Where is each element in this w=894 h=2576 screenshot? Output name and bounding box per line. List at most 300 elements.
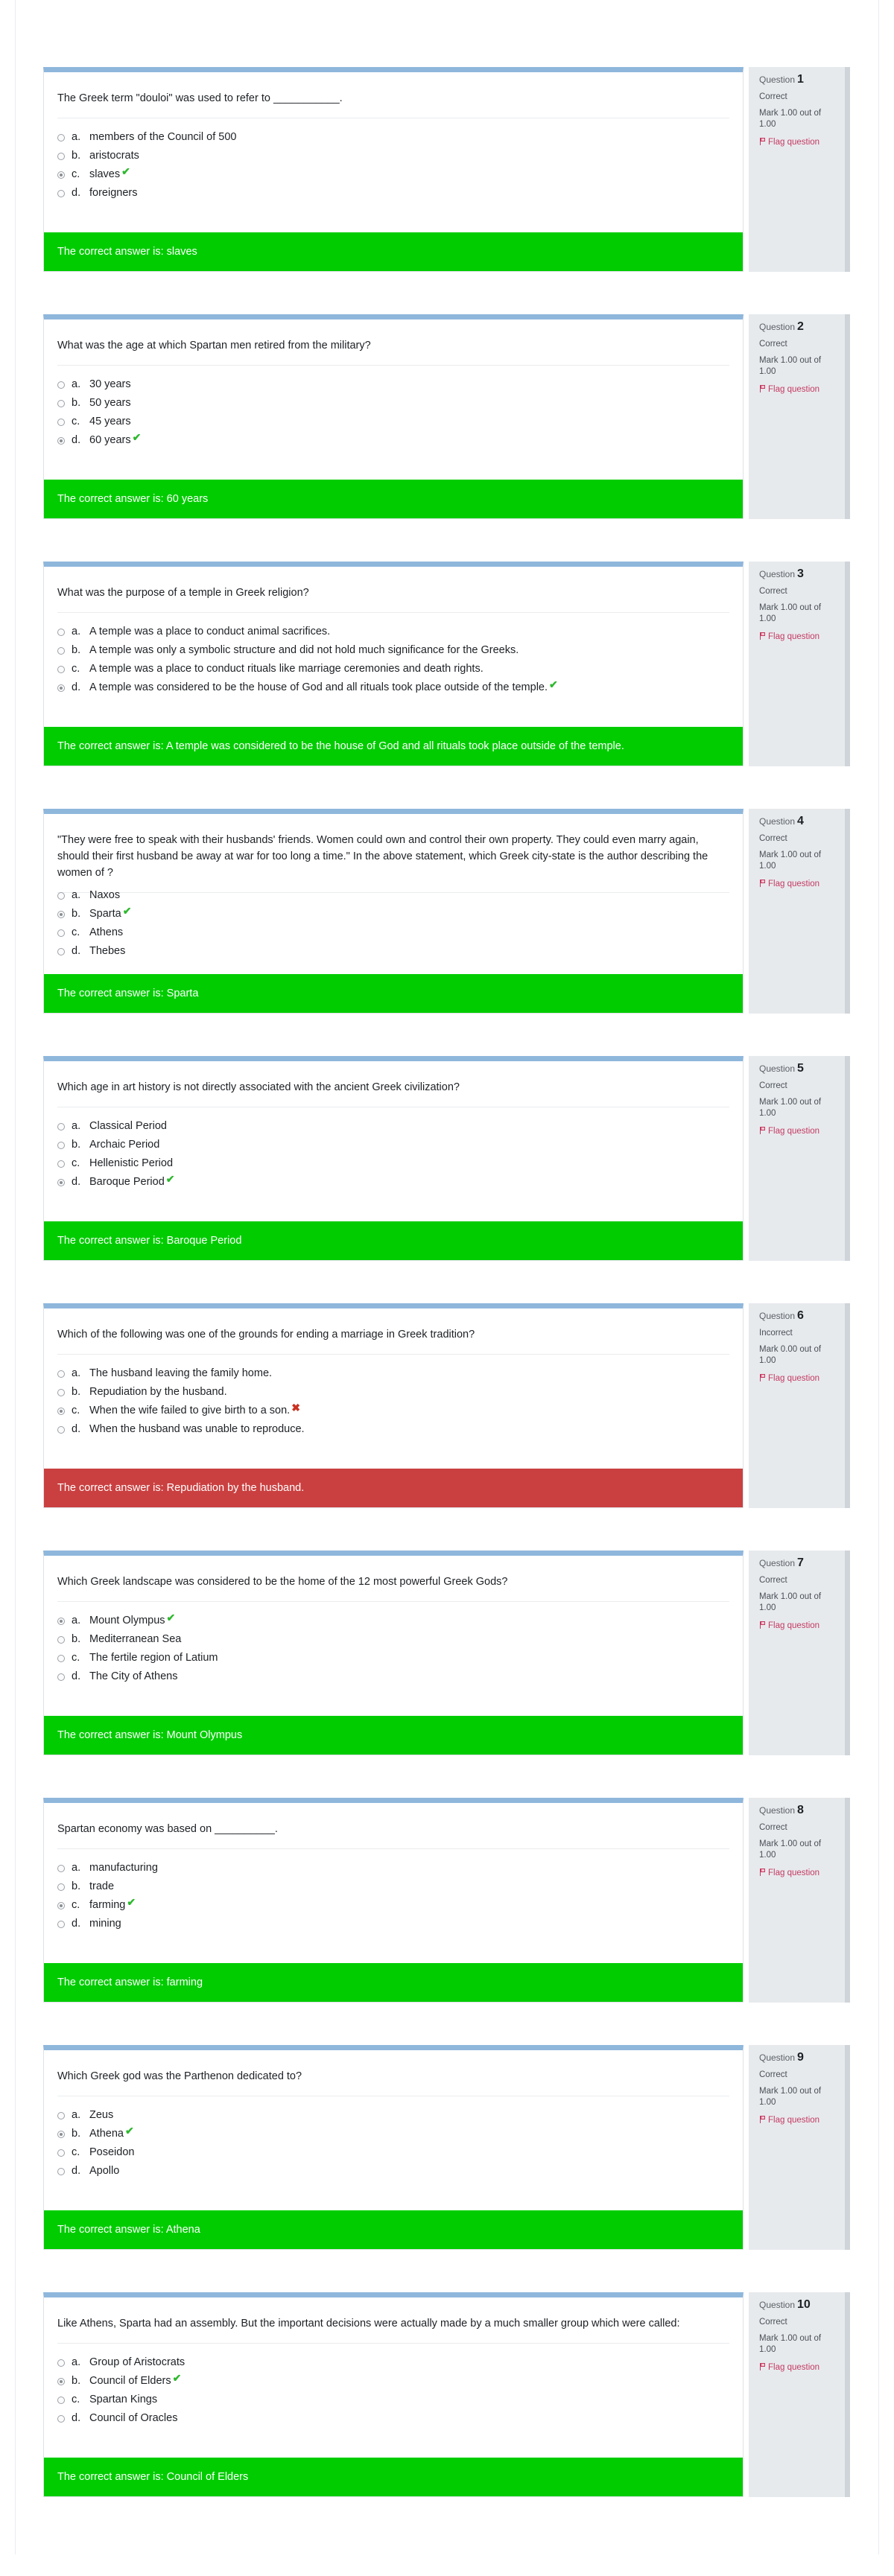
- answer-text: Group of Aristocrats: [89, 2356, 186, 2368]
- answer-text: Council of Oracles: [89, 2412, 178, 2424]
- question-state: Correct: [759, 340, 787, 349]
- answer-text: The City of Athens: [89, 1670, 178, 1682]
- question-state: Correct: [759, 2318, 787, 2327]
- answer-options: [57, 128, 729, 203]
- answer-letter: b.: [72, 2375, 81, 2387]
- question-state: Correct: [759, 587, 787, 596]
- question-number: [759, 567, 845, 581]
- question-content: [43, 562, 744, 766]
- flag-question-link[interactable]: [759, 2362, 845, 2372]
- question-grade: Mark 1.00 out of 1.00: [759, 850, 822, 871]
- answer-radio[interactable]: [57, 629, 65, 636]
- flag-question-label: Flag question: [768, 385, 820, 394]
- check-icon: ✔: [166, 1611, 176, 1623]
- question-grade: Mark 1.00 out of 1.00: [759, 1592, 822, 1612]
- check-icon: ✔: [165, 1172, 175, 1185]
- question-content: [43, 314, 744, 519]
- quiz-review-page: [15, 0, 879, 2554]
- question-info-panel: [749, 1056, 850, 1261]
- answer-letter: a.: [72, 1367, 81, 1379]
- question-label: Question: [759, 2300, 796, 2310]
- question-state: Correct: [759, 1823, 787, 1832]
- answer-option[interactable]: [57, 1915, 729, 1933]
- question-number: [759, 1309, 845, 1323]
- question-grade: Mark 1.00 out of 1.00: [759, 109, 822, 129]
- answer-option[interactable]: [57, 1896, 729, 1915]
- answer-text: Naxos: [89, 889, 121, 901]
- answer-letter: c.: [72, 1652, 80, 1664]
- answer-options: [57, 623, 729, 697]
- answer-radio[interactable]: [57, 1921, 65, 1928]
- question-text: What was the age at which Spartan men retired from the military?: [57, 337, 729, 361]
- flag-question-link[interactable]: [759, 1621, 845, 1630]
- flag-icon: [759, 1621, 766, 1629]
- question-label: Question: [759, 1805, 796, 1816]
- answer-text: When the wife failed to give birth to a son.: [89, 1405, 291, 1416]
- answer-option[interactable]: [57, 1402, 729, 1420]
- answer-text: Baroque Period: [89, 1176, 165, 1188]
- answer-option[interactable]: [57, 1136, 729, 1154]
- answer-letter: a.: [72, 1120, 81, 1132]
- question-block: [43, 2292, 855, 2497]
- question-text: Which Greek landscape was considered to be the home of the 12 most powerful Greek Gods?: [57, 1574, 729, 1597]
- question-block: [43, 1056, 855, 1261]
- question-grade: Mark 0.00 out of 1.00: [759, 1345, 822, 1365]
- answer-letter: c.: [72, 1899, 80, 1911]
- question-state: Correct: [759, 2070, 787, 2079]
- answer-option[interactable]: [57, 2409, 729, 2428]
- answer-letter: d.: [72, 945, 81, 957]
- answer-letter: b.: [72, 1386, 81, 1398]
- answer-text: Spartan Kings: [89, 2394, 158, 2405]
- question-content: [43, 1303, 744, 1508]
- answer-option[interactable]: [57, 128, 729, 147]
- question-text: Which age in art history is not directly associated with the ancient Greek civilization?: [57, 1079, 729, 1103]
- flag-icon: [759, 880, 766, 887]
- answer-option[interactable]: [57, 1364, 729, 1383]
- question-number-value: 1: [797, 73, 804, 86]
- correct-answer-feedback: The correct answer is: Repudiation by the husband.: [44, 1469, 743, 1507]
- answer-option[interactable]: [57, 1667, 729, 1686]
- flag-question-link[interactable]: [759, 879, 845, 888]
- flag-question-link[interactable]: [759, 137, 845, 147]
- answer-letter: b.: [72, 150, 81, 162]
- question-label: Question: [759, 1558, 796, 1568]
- answer-letter: b.: [72, 1633, 81, 1645]
- answer-radio[interactable]: [57, 1123, 65, 1130]
- answer-letter: a.: [72, 1862, 81, 1874]
- question-label: Question: [759, 816, 796, 827]
- answer-letter: a.: [72, 131, 81, 143]
- question-block: [43, 1551, 855, 1755]
- answer-radio[interactable]: [57, 911, 65, 918]
- question-state: Correct: [759, 1081, 787, 1090]
- answer-option[interactable]: [57, 1612, 729, 1630]
- answer-letter: d.: [72, 681, 81, 693]
- answer-text: Sparta: [89, 908, 121, 920]
- answer-text: 50 years: [89, 397, 131, 409]
- answer-text: Archaic Period: [89, 1139, 160, 1151]
- answer-letter: d.: [72, 1918, 81, 1930]
- answer-letter: c.: [72, 2394, 80, 2405]
- flag-question-link[interactable]: [759, 632, 845, 641]
- answer-letter: d.: [72, 1670, 81, 1682]
- answer-letter: d.: [72, 2412, 81, 2424]
- answer-option[interactable]: [57, 660, 729, 678]
- answer-option[interactable]: [57, 394, 729, 413]
- answer-options: [57, 1364, 729, 1439]
- question-info-panel: [749, 67, 850, 272]
- answer-letter: c.: [72, 926, 80, 938]
- answer-option[interactable]: [57, 905, 729, 923]
- answer-letter: b.: [72, 397, 81, 409]
- question-text: What was the purpose of a temple in Greek religion?: [57, 585, 729, 608]
- answer-option[interactable]: [57, 375, 729, 394]
- question-info-panel: [749, 2292, 850, 2497]
- question-content: [43, 67, 744, 272]
- answer-radio[interactable]: [57, 2378, 65, 2385]
- answer-option[interactable]: [57, 2125, 729, 2143]
- answer-radio[interactable]: [57, 171, 65, 179]
- answer-text: 60 years: [89, 434, 131, 446]
- answer-text: members of the Council of 500: [89, 131, 237, 143]
- flag-question-label: Flag question: [768, 632, 820, 641]
- answer-text: Athena: [89, 2128, 124, 2140]
- answer-option[interactable]: [57, 1420, 729, 1439]
- answer-radio[interactable]: [57, 437, 65, 445]
- question-state: Correct: [759, 1576, 787, 1585]
- flag-question-link[interactable]: [759, 2115, 845, 2125]
- answer-option[interactable]: [57, 1117, 729, 1136]
- correct-answer-feedback: The correct answer is: Council of Elders: [44, 2458, 743, 2496]
- answer-radio[interactable]: [57, 381, 65, 389]
- answer-radio[interactable]: [57, 419, 65, 426]
- answer-option[interactable]: [57, 623, 729, 641]
- answer-text: trade: [89, 1880, 115, 1892]
- check-icon: ✔: [124, 2124, 134, 2137]
- answer-options: [57, 886, 729, 961]
- answer-option[interactable]: [57, 678, 729, 697]
- answer-radio[interactable]: [57, 1142, 65, 1149]
- correct-answer-feedback: The correct answer is: farming: [44, 1963, 743, 2002]
- question-grade: Mark 1.00 out of 1.00: [759, 2087, 822, 2107]
- answer-letter: d.: [72, 2165, 81, 2177]
- answer-option[interactable]: [57, 1383, 729, 1402]
- answer-text: 30 years: [89, 378, 131, 390]
- question-number-value: 10: [797, 2298, 811, 2311]
- cross-icon: ✖: [291, 1401, 300, 1413]
- answer-letter: a.: [72, 626, 81, 637]
- question-info-panel: [749, 314, 850, 519]
- answer-radio[interactable]: [57, 1655, 65, 1662]
- answer-option[interactable]: [57, 923, 729, 942]
- answer-text: The fertile region of Latium: [89, 1652, 218, 1664]
- flag-question-link[interactable]: [759, 384, 845, 394]
- answer-radio[interactable]: [57, 1865, 65, 1872]
- question-list: [43, 67, 855, 2497]
- question-label: Question: [759, 74, 796, 85]
- question-label: Question: [759, 1063, 796, 1074]
- flag-icon: [759, 385, 766, 392]
- question-block: [43, 809, 855, 1014]
- question-content: [43, 809, 744, 1014]
- answer-text: mining: [89, 1918, 121, 1930]
- question-label: Question: [759, 569, 796, 579]
- answer-radio[interactable]: [57, 2112, 65, 2119]
- answer-option[interactable]: [57, 1173, 729, 1192]
- answer-letter: b.: [72, 908, 81, 920]
- answer-letter: d.: [72, 187, 81, 199]
- flag-question-label: Flag question: [768, 1869, 820, 1877]
- correct-answer-feedback: The correct answer is: slaves: [44, 232, 743, 271]
- answer-text: Council of Elders: [89, 2375, 171, 2387]
- question-label: Question: [759, 2052, 796, 2063]
- flag-icon: [759, 632, 766, 640]
- question-number: [759, 1062, 845, 1075]
- flag-icon: [759, 1374, 766, 1381]
- answer-option[interactable]: [57, 1630, 729, 1649]
- flag-question-label: Flag question: [768, 2116, 820, 2125]
- answer-option[interactable]: [57, 2353, 729, 2372]
- answer-text: Poseidon: [89, 2146, 135, 2158]
- question-number: [759, 2051, 845, 2064]
- answer-option[interactable]: [57, 184, 729, 203]
- question-info-panel: [749, 1551, 850, 1755]
- answer-text: Hellenistic Period: [89, 1157, 174, 1169]
- question-state: Incorrect: [759, 1329, 793, 1338]
- question-number-value: 5: [797, 1062, 804, 1075]
- answer-letter: b.: [72, 644, 81, 656]
- answer-option[interactable]: [57, 641, 729, 660]
- correct-answer-feedback: The correct answer is: Athena: [44, 2210, 743, 2249]
- answer-option[interactable]: [57, 2106, 729, 2125]
- question-number: [759, 2298, 845, 2312]
- flag-question-label: Flag question: [768, 1127, 820, 1136]
- answer-letter: a.: [72, 889, 81, 901]
- question-label: Question: [759, 322, 796, 332]
- flag-icon: [759, 1127, 766, 1134]
- answer-text: farming: [89, 1899, 126, 1911]
- check-icon: ✔: [172, 2371, 182, 2384]
- answer-radio[interactable]: [57, 2149, 65, 2157]
- question-text: "They were free to speak with their husbands' friends. Women could own and control their own property. They could even marry again, should their first husband be away at war for too long a time." In the above statement, which Greek city-state is the author describing the women of ?: [57, 832, 729, 888]
- answer-text: A temple was only a symbolic structure and did not hold much significance for the Greeks.: [89, 644, 519, 656]
- answer-radio[interactable]: [57, 1160, 65, 1168]
- answer-radio[interactable]: [57, 2131, 65, 2138]
- flag-icon: [759, 138, 766, 145]
- answer-radio[interactable]: [57, 666, 65, 673]
- answer-radio[interactable]: [57, 153, 65, 160]
- flag-question-link[interactable]: [759, 1373, 845, 1383]
- question-content: [43, 2045, 744, 2250]
- answer-text: manufacturing: [89, 1862, 158, 1874]
- answer-letter: b.: [72, 2128, 81, 2140]
- question-text: Like Athens, Sparta had an assembly. But the important decisions were actually made by a much smaller group which were called:: [57, 2315, 729, 2339]
- question-text: Spartan economy was based on __________.: [57, 1821, 729, 1845]
- answer-radio[interactable]: [57, 2359, 65, 2367]
- question-number-value: 3: [797, 567, 804, 580]
- check-icon: ✔: [122, 904, 132, 917]
- answer-option[interactable]: [57, 2162, 729, 2181]
- answer-option[interactable]: [57, 1859, 729, 1877]
- question-text: Which Greek god was the Parthenon dedicated to?: [57, 2068, 729, 2092]
- answer-option[interactable]: [57, 1649, 729, 1667]
- answer-radio[interactable]: [57, 1389, 65, 1396]
- answer-option[interactable]: [57, 886, 729, 905]
- answer-radio[interactable]: [57, 1426, 65, 1434]
- question-number: [759, 1556, 845, 1570]
- correct-answer-feedback: The correct answer is: Baroque Period: [44, 1221, 743, 1260]
- answer-radio[interactable]: [57, 1636, 65, 1644]
- question-block: [43, 1798, 855, 2003]
- question-info-panel: [749, 1303, 850, 1508]
- question-block: [43, 2045, 855, 2250]
- answer-option[interactable]: [57, 2391, 729, 2409]
- question-content: [43, 1056, 744, 1261]
- flag-question-link[interactable]: [759, 1126, 845, 1136]
- answer-radio[interactable]: [57, 1883, 65, 1891]
- answer-options: [57, 2353, 729, 2428]
- answer-letter: d.: [72, 1423, 81, 1435]
- question-info-panel: [749, 2045, 850, 2250]
- answer-letter: b.: [72, 1880, 81, 1892]
- question-text: The Greek term "douloi" was used to refer to ___________.: [57, 90, 729, 114]
- answer-option[interactable]: [57, 147, 729, 165]
- question-number-value: 9: [797, 2051, 804, 2064]
- question-grade: Mark 1.00 out of 1.00: [759, 2334, 822, 2354]
- answer-radio[interactable]: [57, 1618, 65, 1625]
- answer-text: Mount Olympus: [89, 1615, 165, 1626]
- answer-options: [57, 375, 729, 450]
- answer-text: Thebes: [89, 945, 126, 957]
- answer-radio[interactable]: [57, 892, 65, 900]
- check-icon: ✔: [549, 678, 558, 690]
- question-content: [43, 1551, 744, 1755]
- answer-radio[interactable]: [57, 1370, 65, 1378]
- question-block: [43, 1303, 855, 1508]
- answer-radio[interactable]: [57, 134, 65, 141]
- answer-radio[interactable]: [57, 190, 65, 197]
- answer-text: The husband leaving the family home.: [89, 1367, 273, 1379]
- answer-option[interactable]: [57, 1154, 729, 1173]
- answer-text: A temple was considered to be the house of God and all rituals took place outside of the temple.: [89, 681, 548, 693]
- answer-options: [57, 1612, 729, 1686]
- answer-text: Repudiation by the husband.: [89, 1386, 227, 1398]
- answer-option[interactable]: [57, 2372, 729, 2391]
- answer-text: 45 years: [89, 416, 131, 427]
- answer-options: [57, 1117, 729, 1192]
- question-block: [43, 562, 855, 766]
- flag-icon: [759, 2363, 766, 2370]
- answer-letter: c.: [72, 663, 80, 675]
- question-grade: Mark 1.00 out of 1.00: [759, 356, 822, 376]
- flag-question-label: Flag question: [768, 1621, 820, 1630]
- question-number: [759, 320, 845, 334]
- answer-radio[interactable]: [57, 1408, 65, 1415]
- question-content: [43, 1798, 744, 2003]
- question-grade: Mark 1.00 out of 1.00: [759, 603, 822, 623]
- answer-text: aristocrats: [89, 150, 139, 162]
- answer-radio[interactable]: [57, 948, 65, 955]
- question-info-panel: [749, 1798, 850, 2003]
- answer-radio[interactable]: [57, 1902, 65, 1909]
- question-number-value: 6: [797, 1309, 804, 1322]
- question-grade: Mark 1.00 out of 1.00: [759, 1839, 822, 1860]
- question-number: [759, 815, 845, 828]
- flag-question-label: Flag question: [768, 1374, 820, 1383]
- answer-text: Athens: [89, 926, 124, 938]
- question-content: [43, 2292, 744, 2497]
- answer-option[interactable]: [57, 2143, 729, 2162]
- question-info-panel: [749, 562, 850, 766]
- answer-letter: d.: [72, 434, 81, 446]
- answer-radio[interactable]: [57, 647, 65, 655]
- answer-text: foreigners: [89, 187, 138, 199]
- answer-letter: c.: [72, 2146, 80, 2158]
- answer-letter: b.: [72, 1139, 81, 1151]
- answer-radio[interactable]: [57, 929, 65, 937]
- question-number: [759, 1804, 845, 1817]
- answer-option[interactable]: [57, 431, 729, 450]
- answer-letter: c.: [72, 1157, 80, 1169]
- flag-question-label: Flag question: [768, 138, 820, 147]
- answer-radio[interactable]: [57, 1179, 65, 1186]
- answer-text: Classical Period: [89, 1120, 167, 1132]
- check-icon: ✔: [127, 1895, 136, 1908]
- answer-letter: d.: [72, 1176, 81, 1188]
- correct-answer-feedback: The correct answer is: Sparta: [44, 974, 743, 1013]
- check-icon: ✔: [132, 430, 142, 443]
- answer-radio[interactable]: [57, 2415, 65, 2423]
- answer-text: Apollo: [89, 2165, 120, 2177]
- answer-option[interactable]: [57, 1877, 729, 1896]
- question-grade: Mark 1.00 out of 1.00: [759, 1098, 822, 1118]
- flag-question-label: Flag question: [768, 880, 820, 888]
- answer-text: When the husband was unable to reproduce.: [89, 1423, 305, 1435]
- answer-text: slaves: [89, 168, 121, 180]
- flag-icon: [759, 1869, 766, 1876]
- answer-radio[interactable]: [57, 400, 65, 407]
- answer-radio[interactable]: [57, 684, 65, 692]
- answer-option[interactable]: [57, 413, 729, 431]
- correct-answer-feedback: The correct answer is: A temple was considered to be the house of God and all rituals took place outside of the temple.: [44, 727, 743, 766]
- question-text: Which of the following was one of the grounds for ending a marriage in Greek tradition?: [57, 1326, 729, 1350]
- answer-text: Zeus: [89, 2109, 114, 2121]
- answer-option[interactable]: [57, 942, 729, 961]
- answer-radio[interactable]: [57, 2397, 65, 2404]
- answer-options: [57, 2106, 729, 2181]
- answer-radio[interactable]: [57, 2168, 65, 2175]
- answer-option[interactable]: [57, 165, 729, 184]
- answer-letter: a.: [72, 1615, 81, 1626]
- correct-answer-feedback: The correct answer is: 60 years: [44, 480, 743, 518]
- question-number-value: 2: [797, 320, 804, 333]
- question-label: Question: [759, 1311, 796, 1321]
- correct-answer-feedback: The correct answer is: Mount Olympus: [44, 1716, 743, 1755]
- question-info-panel: [749, 809, 850, 1014]
- answer-radio[interactable]: [57, 1673, 65, 1681]
- answer-options: [57, 1859, 729, 1933]
- question-number-value: 8: [797, 1804, 804, 1816]
- question-state: Correct: [759, 92, 787, 101]
- question-block: [43, 67, 855, 272]
- answer-text: Mediterranean Sea: [89, 1633, 182, 1645]
- flag-icon: [759, 2116, 766, 2123]
- question-block: [43, 314, 855, 519]
- answer-text: A temple was a place to conduct rituals like marriage ceremonies and death rights.: [89, 663, 484, 675]
- flag-question-link[interactable]: [759, 1868, 845, 1877]
- answer-letter: c.: [72, 416, 80, 427]
